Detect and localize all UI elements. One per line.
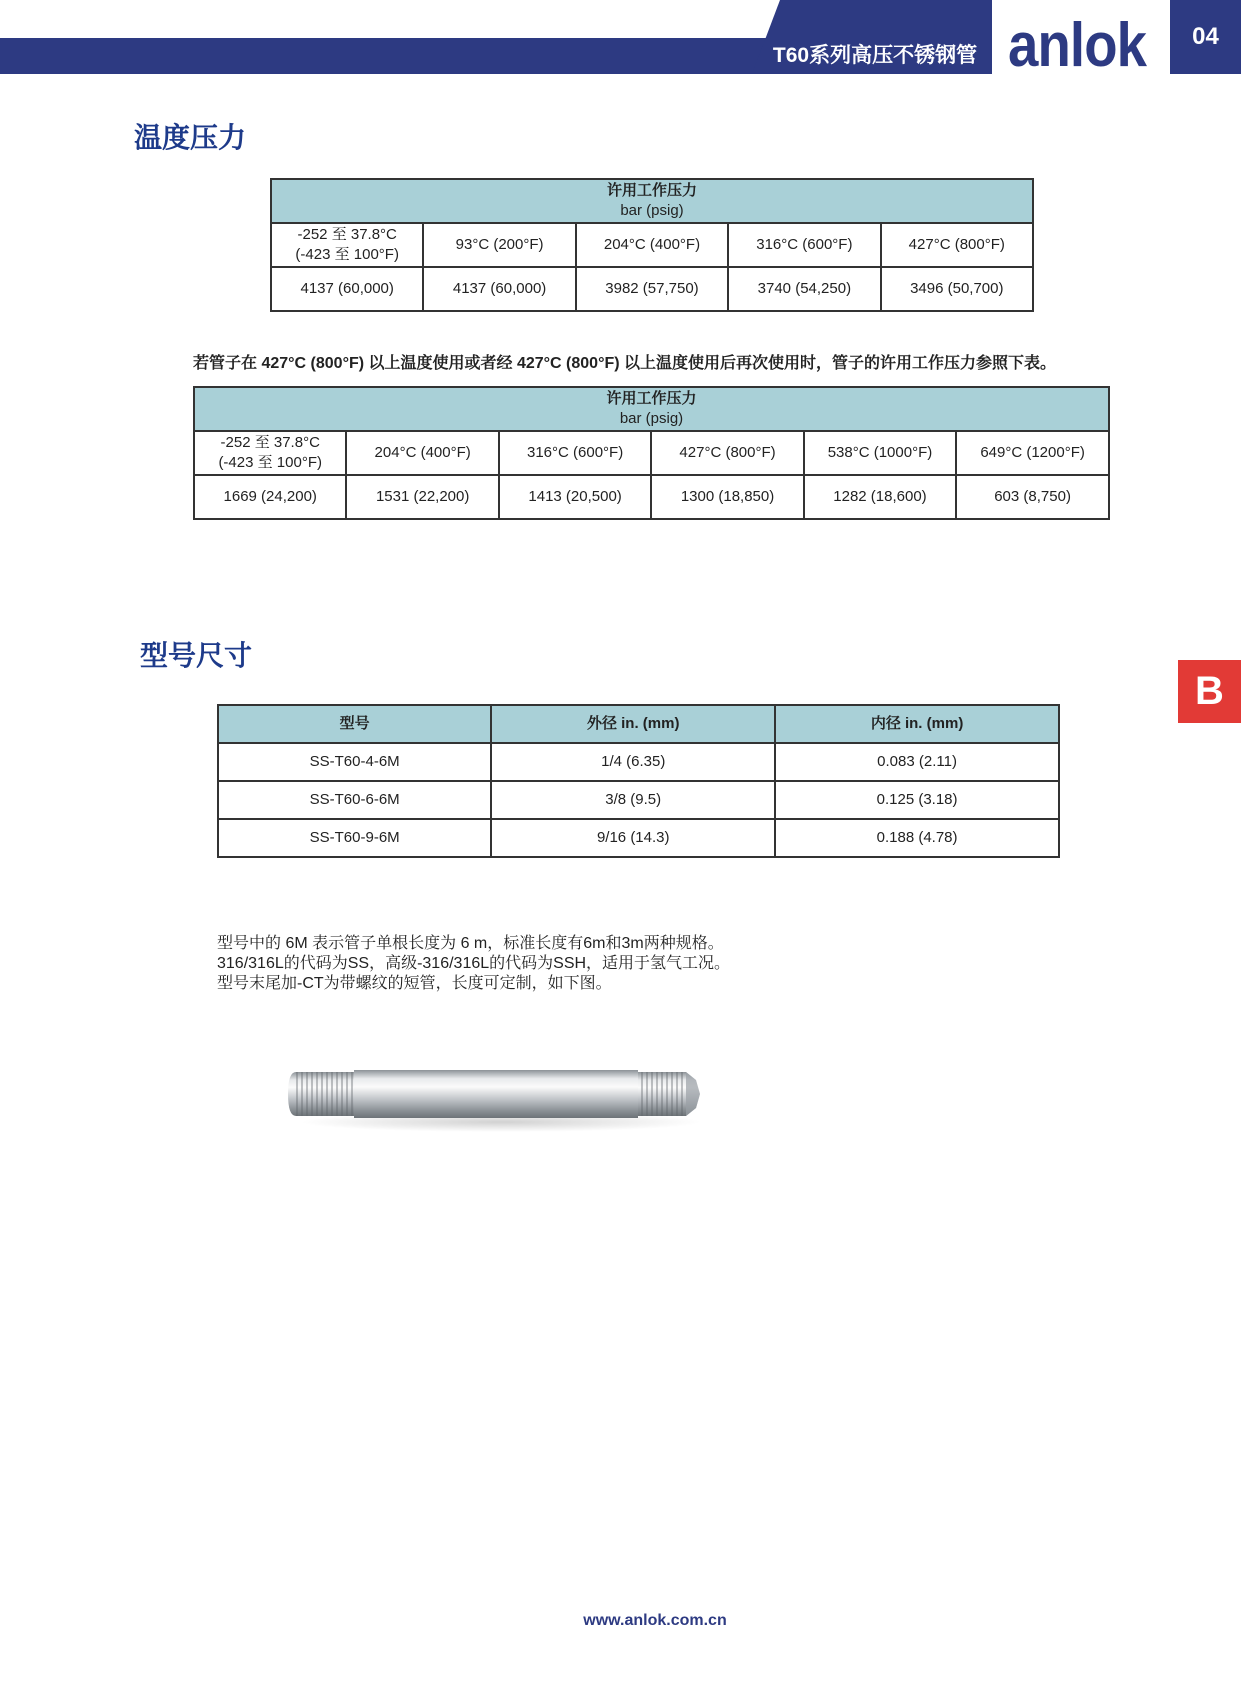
table-row xyxy=(218,743,1059,781)
anlok-logo: anlok xyxy=(1008,11,1147,80)
outer-diameter-cell: 3/8 (9.5) xyxy=(491,781,775,819)
table1-temp-cell xyxy=(576,223,728,267)
table2-temp-line2: (-423 至 100°F) xyxy=(218,454,322,471)
table2-value-cell: 1669 (24,200) xyxy=(194,475,346,519)
table1-temp-cell xyxy=(423,223,575,267)
pressure-table-2 xyxy=(193,386,1110,520)
section-title-temperature-pressure: 温度压力 xyxy=(134,122,247,153)
table2-temp-line1: 649°C (1200°F) xyxy=(980,444,1085,461)
table1-value-cell: 3982 (57,750) xyxy=(576,267,728,311)
column-header-model: 型号 xyxy=(218,705,491,743)
table1-value-cell: 4137 (60,000) xyxy=(423,267,575,311)
table2-header xyxy=(194,387,1109,431)
section-title-model-dimensions: 型号尺寸 xyxy=(140,640,253,671)
table2-temp-cell xyxy=(651,431,803,475)
outer-diameter-cell: 1/4 (6.35) xyxy=(491,743,775,781)
table2-value-cell: 1300 (18,850) xyxy=(651,475,803,519)
table2-temp-line1: 316°C (600°F) xyxy=(526,444,624,461)
high-temperature-note: 若管子在 427°C (800°F) 以上温度使用或者经 427°C (800°F) 以上温度使用后再次使用时，管子的许用工作压力参照下表。 xyxy=(193,355,1057,372)
table2-header-line2: bar (psig) xyxy=(619,410,684,427)
threaded-short-pipe-image xyxy=(286,1050,716,1140)
pressure-table-1 xyxy=(270,178,1034,312)
table1-value-cell: 3740 (54,250) xyxy=(728,267,880,311)
note-line: 型号末尾加-CT为带螺纹的短管，长度可定制，如下图。 xyxy=(217,975,612,992)
inner-diameter-cell: 0.083 (2.11) xyxy=(775,743,1059,781)
table2-value-cell: 1531 (22,200) xyxy=(346,475,498,519)
inner-diameter-cell: 0.188 (4.78) xyxy=(775,819,1059,857)
table2-temp-cell xyxy=(499,431,651,475)
table2-temp-cell xyxy=(346,431,498,475)
table1-temp-line1: 427°C (800°F) xyxy=(908,236,1005,253)
model-cell: SS-T60-6-6M xyxy=(218,781,491,819)
table2-temp-line1: 427°C (800°F) xyxy=(679,444,776,461)
outer-diameter-cell: 9/16 (14.3) xyxy=(491,819,775,857)
table2-temp-line1: 538°C (1000°F) xyxy=(827,444,933,461)
table1-temp-cell xyxy=(271,223,423,267)
table-row xyxy=(218,781,1059,819)
inner-diameter-cell: 0.125 (3.18) xyxy=(775,781,1059,819)
table1-value-cell: 4137 (60,000) xyxy=(271,267,423,311)
table2-temp-line1: -252 至 37.8°C xyxy=(220,434,320,451)
table-row xyxy=(218,819,1059,857)
table1-temp-line1: -252 至 37.8°C xyxy=(297,226,397,243)
header-title: T60系列高压不锈钢管 xyxy=(772,44,978,67)
model-notes xyxy=(217,934,1017,994)
table2-temp-cell xyxy=(804,431,956,475)
section-tab-b: B xyxy=(1178,660,1241,723)
note-line: 316/316L的代码为SS，高级-316/316L的代码为SSH，适用于氢气工况。 xyxy=(217,955,731,972)
column-header-inner-diameter: 内径 in. (mm) xyxy=(775,705,1059,743)
table1-header xyxy=(271,179,1033,223)
note-line: 型号中的 6M 表示管子单根长度为 6 m，标准长度有6m和3m两种规格。 xyxy=(217,935,724,952)
dimensions-table xyxy=(217,704,1060,858)
table1-header-line1: 许用工作压力 xyxy=(606,182,697,199)
model-cell: SS-T60-4-6M xyxy=(218,743,491,781)
table1-temp-line1: 316°C (600°F) xyxy=(756,236,853,253)
table1-temp-cell xyxy=(728,223,880,267)
table1-value-cell: 3496 (50,700) xyxy=(881,267,1033,311)
table1-temp-line1: 93°C (200°F) xyxy=(455,236,544,253)
model-cell: SS-T60-9-6M xyxy=(218,819,491,857)
table2-header-line1: 许用工作压力 xyxy=(606,390,697,407)
column-header-outer-diameter: 外径 in. (mm) xyxy=(491,705,775,743)
table1-temp-line1: 204°C (400°F) xyxy=(603,236,701,253)
footer-url: www.anlok.com.cn xyxy=(583,1612,727,1629)
table1-temp-line2: (-423 至 100°F) xyxy=(295,246,399,263)
table2-value-cell: 603 (8,750) xyxy=(956,475,1109,519)
table2-temp-line1: 204°C (400°F) xyxy=(374,444,471,461)
table1-header-line2: bar (psig) xyxy=(620,202,684,219)
page-number: 04 xyxy=(1170,0,1241,74)
table2-temp-cell xyxy=(194,431,346,475)
table2-value-cell: 1282 (18,600) xyxy=(804,475,956,519)
table1-temp-cell xyxy=(881,223,1033,267)
table2-value-cell: 1413 (20,500) xyxy=(499,475,651,519)
table2-temp-cell xyxy=(956,431,1109,475)
